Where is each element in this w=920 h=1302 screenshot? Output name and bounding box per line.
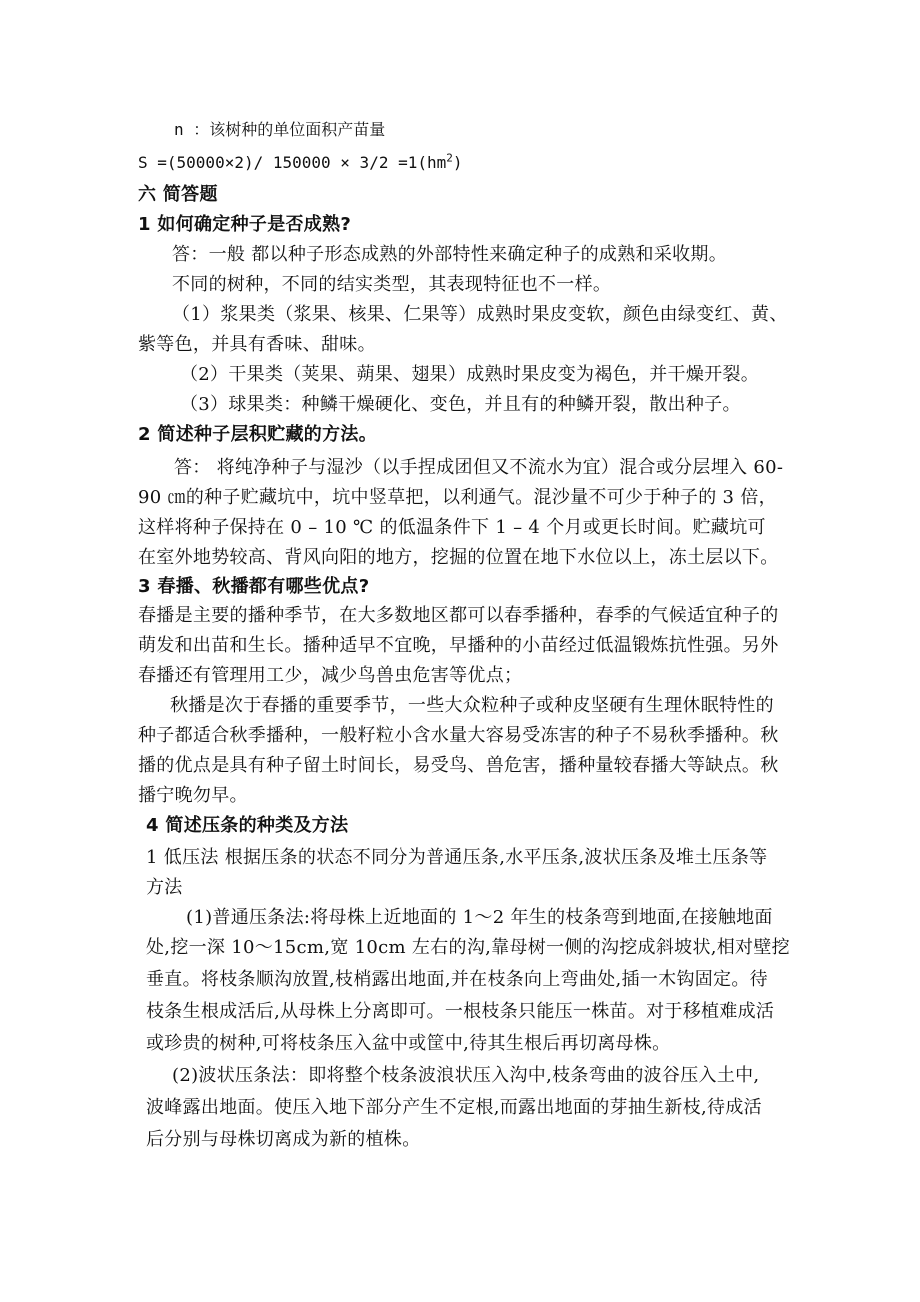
q4-line: 波峰露出地面。使压入地下部分产生不定根,而露出地面的芽抽生新枝,待成活	[146, 1097, 762, 1118]
q1-line: 答：一般 都以种子形态成熟的外部特性来确定种子的成熟和采收期。	[172, 244, 728, 265]
q1-line: 紫等色，并具有香味、甜味。	[138, 334, 376, 355]
q2-line: 答： 将纯净种子与湿沙（以手捏成团但又不流水为宜）混合或分层埋入 60-	[174, 457, 784, 478]
q3-line: 春播还有管理用工少，减少鸟兽虫危害等优点；	[138, 665, 523, 686]
section-title: 六 简答题	[138, 184, 218, 205]
formula-s-superscript: 2	[446, 151, 453, 165]
q4-line: 方法	[146, 877, 183, 898]
q1-line: （1）浆果类（浆果、核果、仁果等）成熟时果皮变软，颜色由绿变红、黄、	[172, 304, 788, 325]
q1-line: （3）球果类：种鳞干燥硬化、变色，并且有的种鳞开裂，散出种子。	[180, 394, 741, 415]
q4-line: 垂直。将枝条顺沟放置,枝梢露出地面,并在枝条向上弯曲处,插一木钩固定。待	[146, 969, 768, 990]
q2-line: 在室外地势较高、背风向阳的地方，挖掘的位置在地下水位以上，冻土层以下。	[138, 547, 779, 568]
q3-line: 播宁晚勿早。	[138, 785, 248, 806]
q2-title: 2 简述种子层积贮藏的方法。	[138, 424, 377, 445]
q4-title: 4 简述压条的种类及方法	[146, 815, 349, 836]
q2-line: 这样将种子保持在 0 – 10 ℃ 的低温条件下 1 – 4 个月或更长时间。贮藏坑可	[138, 517, 766, 538]
formula-s-end: )	[452, 153, 463, 172]
q3-line: 萌发和出苗和生长。播种适早不宜晚，早播种的小苗经过低温锻炼抗性强。另外	[138, 635, 779, 656]
q4-line: 处,挖一深 10～15cm,宽 10cm 左右的沟,靠母树一侧的沟挖成斜坡状,相对壁挖	[146, 937, 790, 958]
formula-s-text: S =(50000×2)/ 150000 × 3/2 =1(hm	[138, 153, 447, 172]
q1-line: 不同的树种，不同的结实类型，其表现特征也不一样。	[172, 274, 612, 295]
q4-line: 枝条生根成活后,从母株上分离即可。一根枝条只能压一株苗。对于移植难成活	[146, 1001, 775, 1022]
q3-line: 秋播是次于春播的重要季节，一些大众粒种子或种皮坚硬有生理休眠特性的	[170, 695, 774, 716]
q3-title: 3 春播、秋播都有哪些优点?	[138, 576, 370, 597]
q1-title: 1 如何确定种子是否成熟?	[138, 214, 352, 235]
q3-line: 春播是主要的播种季节，在大多数地区都可以春季播种，春季的气候适宜种子的	[138, 605, 779, 626]
q4-line: 1 低压法 根据压条的状态不同分为普通压条,水平压条,波状压条及堆土压条等	[146, 847, 768, 868]
q4-line: 后分别与母株切离成为新的植株。	[146, 1129, 421, 1150]
q1-line: （2）干果类（荚果、蒴果、翅果）成熟时果皮变为褐色，并干燥开裂。	[180, 364, 760, 385]
formula-n-line: n ：该树种的单位面积产苗量	[174, 120, 386, 139]
q4-line: (1)普通压条法:将母株上近地面的 1～2 年生的枝条弯到地面,在接触地面	[186, 907, 773, 928]
q4-line: 或珍贵的树种,可将枝条压入盆中或筐中,待其生根后再切离母株。	[146, 1033, 671, 1054]
q2-line: 90 ㎝的种子贮藏坑中，坑中竖草把，以利通气。混沙量不可少于种子的 3 倍，	[138, 487, 777, 508]
q4-line: (2)波状压条法：即将整个枝条波浪状压入沟中,枝条弯曲的波谷压入土中,	[172, 1065, 760, 1086]
q3-line: 播的优点是具有种子留土时间长，易受鸟、兽危害，播种量较春播大等缺点。秋	[138, 755, 779, 776]
formula-s-line	[138, 151, 463, 175]
q3-line: 种子都适合秋季播种，一般籽粒小含水量大容易受冻害的种子不易秋季播种。秋	[138, 725, 779, 746]
